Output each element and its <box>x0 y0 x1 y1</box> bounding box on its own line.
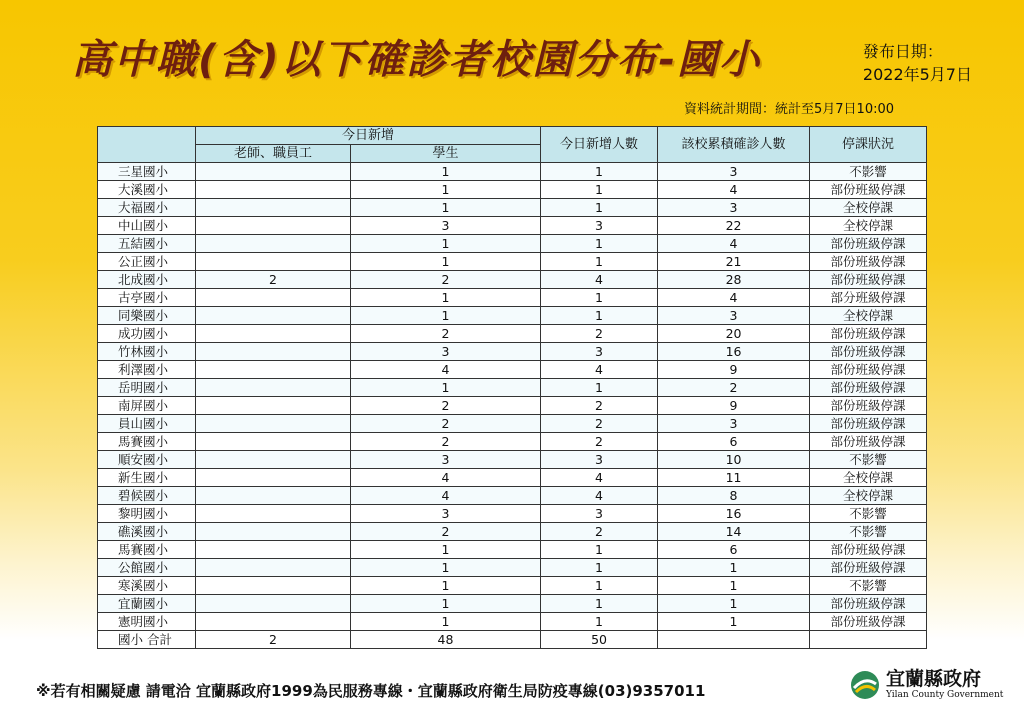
cell-students: 1 <box>351 595 541 613</box>
cell-status: 全校停課 <box>810 199 927 217</box>
cell-school: 公正國小 <box>98 253 196 271</box>
cell-school: 馬賽國小 <box>98 433 196 451</box>
table-row <box>98 199 927 217</box>
cell-students: 2 <box>351 271 541 289</box>
table-row <box>98 379 927 397</box>
cell-staff <box>196 343 351 361</box>
header-today-total: 今日新增人數 <box>541 127 658 163</box>
cell-students: 1 <box>351 235 541 253</box>
table-row <box>98 505 927 523</box>
cell-staff <box>196 253 351 271</box>
cell-school: 憲明國小 <box>98 613 196 631</box>
table-row <box>98 271 927 289</box>
cell-cumulative: 3 <box>658 307 810 325</box>
table-row <box>98 469 927 487</box>
release-date: 2022年5月7日 <box>862 65 972 84</box>
cell-cumulative: 9 <box>658 397 810 415</box>
cell-staff <box>196 163 351 181</box>
table-body <box>98 163 927 649</box>
total-row <box>98 631 927 649</box>
cell-status: 不影響 <box>810 523 927 541</box>
cell-students: 3 <box>351 343 541 361</box>
cell-school: 古亭國小 <box>98 289 196 307</box>
table-row <box>98 541 927 559</box>
cell-school: 黎明國小 <box>98 505 196 523</box>
cell-students: 1 <box>351 163 541 181</box>
cell-students: 1 <box>351 577 541 595</box>
cell-today: 1 <box>541 163 658 181</box>
logo-english: Yilan County Government <box>886 690 1004 700</box>
cell-cumulative: 1 <box>658 595 810 613</box>
cell-school: 寒溪國小 <box>98 577 196 595</box>
cell-status: 部分班級停課 <box>810 289 927 307</box>
cell-today: 1 <box>541 379 658 397</box>
cell-cumulative: 21 <box>658 253 810 271</box>
cell-students: 2 <box>351 415 541 433</box>
cell-status: 全校停課 <box>810 469 927 487</box>
cell-cumulative: 6 <box>658 541 810 559</box>
cases-table-container <box>97 126 926 649</box>
cell-cumulative: 20 <box>658 325 810 343</box>
cell-cumulative: 3 <box>658 199 810 217</box>
table-row <box>98 253 927 271</box>
logo-name: 宜蘭縣政府 <box>886 668 982 690</box>
cell-status: 全校停課 <box>810 217 927 235</box>
cell-today: 1 <box>541 181 658 199</box>
cell-today: 1 <box>541 613 658 631</box>
table-row <box>98 307 927 325</box>
cell-staff <box>196 541 351 559</box>
cell-cumulative: 14 <box>658 523 810 541</box>
cell-staff <box>196 487 351 505</box>
cell-cumulative: 1 <box>658 577 810 595</box>
cell-staff <box>196 613 351 631</box>
cell-staff <box>196 235 351 253</box>
cell-status: 部份班級停課 <box>810 181 927 199</box>
cell-students: 1 <box>351 253 541 271</box>
cell-school: 碧候國小 <box>98 487 196 505</box>
cell-cumulative: 6 <box>658 433 810 451</box>
cell-students: 1 <box>351 181 541 199</box>
cell-staff <box>196 505 351 523</box>
cell-today: 4 <box>541 469 658 487</box>
yilan-logo <box>850 668 1003 701</box>
cell-cumulative: 16 <box>658 343 810 361</box>
cell-school: 馬賽國小 <box>98 541 196 559</box>
cell-status: 不影響 <box>810 163 927 181</box>
cell-cumulative: 1 <box>658 613 810 631</box>
header-status: 停課狀況 <box>810 127 927 163</box>
cell-status: 部份班級停課 <box>810 433 927 451</box>
cell-school: 大溪國小 <box>98 181 196 199</box>
cell-school: 南屏國小 <box>98 397 196 415</box>
cell-staff <box>196 577 351 595</box>
cell-today: 2 <box>541 433 658 451</box>
table-row <box>98 559 927 577</box>
cell-staff <box>196 397 351 415</box>
cell-school: 大福國小 <box>98 199 196 217</box>
cell-today: 2 <box>541 523 658 541</box>
cell-today: 3 <box>541 505 658 523</box>
cell-school: 同樂國小 <box>98 307 196 325</box>
cell-status: 部份班級停課 <box>810 415 927 433</box>
table-row <box>98 613 927 631</box>
header-school <box>98 127 196 163</box>
cell-school: 成功國小 <box>98 325 196 343</box>
cell-staff <box>196 325 351 343</box>
cell-staff <box>196 217 351 235</box>
cell-status: 部份班級停課 <box>810 361 927 379</box>
table-row <box>98 325 927 343</box>
cell-staff <box>196 199 351 217</box>
cell-staff <box>196 379 351 397</box>
cell-today: 1 <box>541 541 658 559</box>
cell-students: 1 <box>351 379 541 397</box>
contact-footer: ※若有相關疑慮 請電洽 宜蘭縣政府1999為民服務專線・宜蘭縣政府衛生局防疫專線(03)9357011 <box>36 682 706 700</box>
cell-today: 2 <box>541 397 658 415</box>
cell-school: 員山國小 <box>98 415 196 433</box>
cell-status: 部份班級停課 <box>810 541 927 559</box>
cell-cumulative <box>658 631 810 649</box>
cell-status: 部份班級停課 <box>810 343 927 361</box>
cell-school: 三星國小 <box>98 163 196 181</box>
table-row <box>98 577 927 595</box>
cell-staff <box>196 415 351 433</box>
page-title: 高中職(含)以下確診者校園分布-國小 <box>72 37 762 83</box>
release-info <box>863 40 972 86</box>
cases-table <box>97 126 927 649</box>
cell-students: 1 <box>351 199 541 217</box>
cell-status: 部份班級停課 <box>810 379 927 397</box>
table-row <box>98 343 927 361</box>
cell-students: 4 <box>351 361 541 379</box>
cell-today: 2 <box>541 325 658 343</box>
cell-staff <box>196 523 351 541</box>
cell-cumulative: 16 <box>658 505 810 523</box>
statistics-period: 資料統計期間：統計至5月7日10:00 <box>684 102 895 117</box>
cell-staff <box>196 559 351 577</box>
cell-staff <box>196 289 351 307</box>
cell-students: 1 <box>351 541 541 559</box>
cell-staff: 2 <box>196 271 351 289</box>
cell-status: 部份班級停課 <box>810 397 927 415</box>
cell-today: 4 <box>541 361 658 379</box>
cell-students: 2 <box>351 397 541 415</box>
cell-today: 4 <box>541 271 658 289</box>
cell-cumulative: 2 <box>658 379 810 397</box>
cell-today: 1 <box>541 559 658 577</box>
cell-cumulative: 4 <box>658 289 810 307</box>
cell-staff <box>196 181 351 199</box>
cell-status <box>810 631 927 649</box>
yilan-county-emblem-icon <box>850 670 880 700</box>
cell-students: 48 <box>351 631 541 649</box>
cell-status: 部份班級停課 <box>810 235 927 253</box>
cell-today: 1 <box>541 307 658 325</box>
cell-cumulative: 1 <box>658 559 810 577</box>
cell-status: 不影響 <box>810 451 927 469</box>
cell-today: 1 <box>541 235 658 253</box>
cell-today: 1 <box>541 199 658 217</box>
cell-status: 部份班級停課 <box>810 613 927 631</box>
table-row <box>98 361 927 379</box>
cell-cumulative: 3 <box>658 163 810 181</box>
cell-students: 1 <box>351 289 541 307</box>
header-today-new: 今日新增 <box>196 127 541 145</box>
cell-students: 1 <box>351 613 541 631</box>
cell-staff <box>196 595 351 613</box>
cell-cumulative: 10 <box>658 451 810 469</box>
cell-cumulative: 4 <box>658 235 810 253</box>
header-students: 學生 <box>351 145 541 163</box>
cell-students: 3 <box>351 505 541 523</box>
cell-today: 1 <box>541 577 658 595</box>
cell-status: 部份班級停課 <box>810 325 927 343</box>
cell-today: 4 <box>541 487 658 505</box>
cell-staff <box>196 307 351 325</box>
cell-staff <box>196 361 351 379</box>
cell-school: 岳明國小 <box>98 379 196 397</box>
table-row <box>98 181 927 199</box>
table-row <box>98 415 927 433</box>
cell-cumulative: 9 <box>658 361 810 379</box>
cell-students: 1 <box>351 307 541 325</box>
cell-today: 50 <box>541 631 658 649</box>
cell-staff: 2 <box>196 631 351 649</box>
cell-students: 3 <box>351 451 541 469</box>
cell-today: 3 <box>541 451 658 469</box>
cell-today: 1 <box>541 289 658 307</box>
cell-today: 1 <box>541 253 658 271</box>
cell-status: 部份班級停課 <box>810 595 927 613</box>
cell-cumulative: 3 <box>658 415 810 433</box>
cell-students: 1 <box>351 559 541 577</box>
cell-school: 礁溪國小 <box>98 523 196 541</box>
cell-today: 3 <box>541 217 658 235</box>
cell-cumulative: 8 <box>658 487 810 505</box>
cell-staff <box>196 451 351 469</box>
cell-students: 2 <box>351 433 541 451</box>
cell-school: 順安國小 <box>98 451 196 469</box>
cell-status: 部份班級停課 <box>810 271 927 289</box>
cell-school: 中山國小 <box>98 217 196 235</box>
table-row <box>98 523 927 541</box>
cell-staff <box>196 469 351 487</box>
table-row <box>98 163 927 181</box>
table-row <box>98 289 927 307</box>
cell-students: 2 <box>351 325 541 343</box>
table-row <box>98 433 927 451</box>
cell-status: 不影響 <box>810 577 927 595</box>
cell-school: 竹林國小 <box>98 343 196 361</box>
cell-today: 1 <box>541 595 658 613</box>
cell-school: 五結國小 <box>98 235 196 253</box>
cell-cumulative: 22 <box>658 217 810 235</box>
table-row <box>98 235 927 253</box>
cell-school: 利澤國小 <box>98 361 196 379</box>
cell-status: 部份班級停課 <box>810 253 927 271</box>
cell-status: 全校停課 <box>810 487 927 505</box>
cell-school: 新生國小 <box>98 469 196 487</box>
cell-status: 部份班級停課 <box>810 559 927 577</box>
cell-cumulative: 28 <box>658 271 810 289</box>
cell-students: 4 <box>351 487 541 505</box>
cell-students: 4 <box>351 469 541 487</box>
cell-school: 宜蘭國小 <box>98 595 196 613</box>
header-cumulative: 該校累積確診人數 <box>658 127 810 163</box>
cell-school: 公館國小 <box>98 559 196 577</box>
cell-staff <box>196 433 351 451</box>
header-staff: 老師、職員工 <box>196 145 351 163</box>
table-row <box>98 397 927 415</box>
table-row <box>98 487 927 505</box>
cell-cumulative: 11 <box>658 469 810 487</box>
cell-students: 3 <box>351 217 541 235</box>
cell-today: 3 <box>541 343 658 361</box>
cell-status: 全校停課 <box>810 307 927 325</box>
cell-students: 2 <box>351 523 541 541</box>
cell-school: 國小 合計 <box>98 631 196 649</box>
table-row <box>98 451 927 469</box>
table-row <box>98 217 927 235</box>
cell-status: 不影響 <box>810 505 927 523</box>
release-label: 發布日期： <box>862 42 943 61</box>
cell-today: 2 <box>541 415 658 433</box>
table-row <box>98 595 927 613</box>
cell-cumulative: 4 <box>658 181 810 199</box>
cell-school: 北成國小 <box>98 271 196 289</box>
